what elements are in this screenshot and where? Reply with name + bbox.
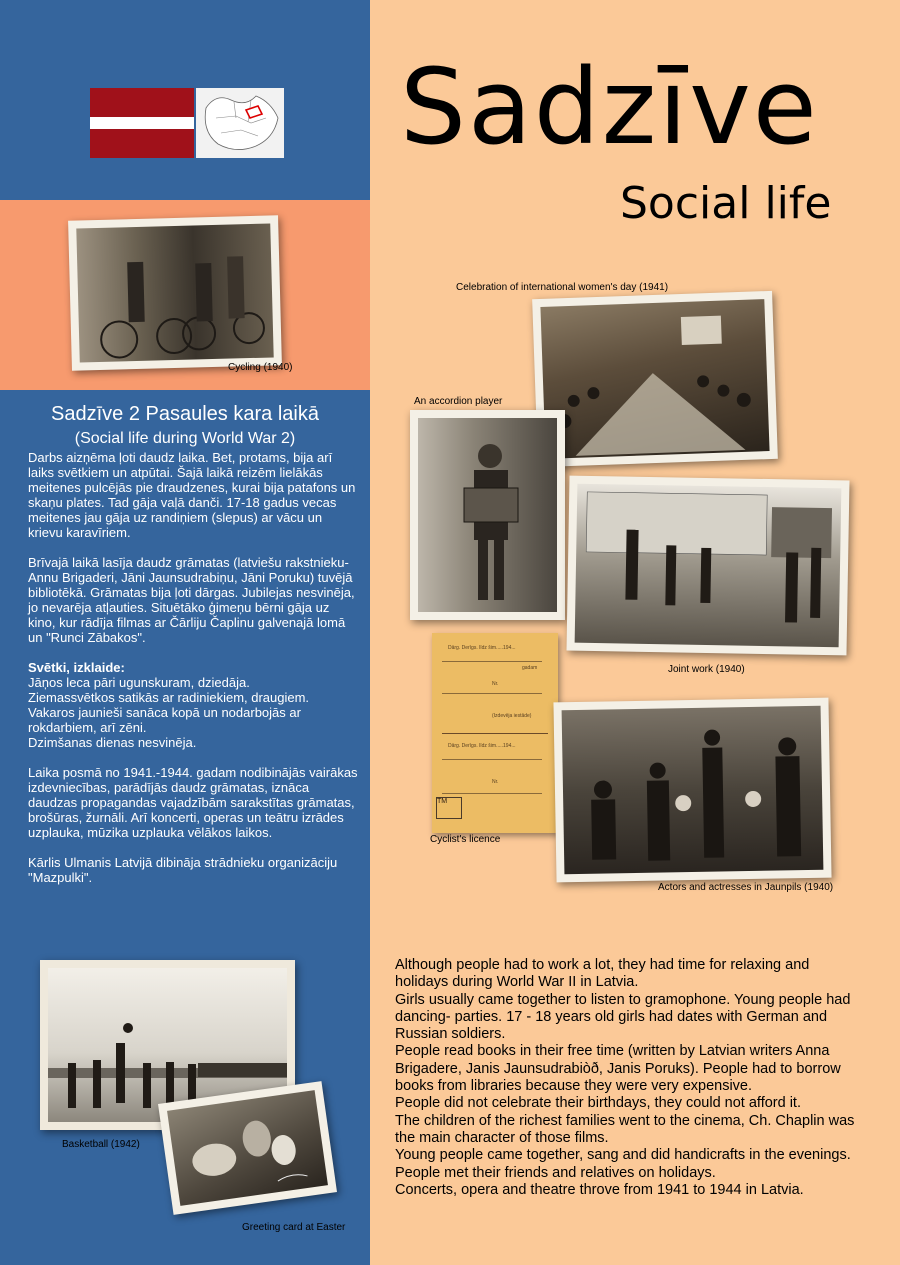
caption-joint-work: Joint work (1940) [668,664,745,675]
caption-easter: Greeting card at Easter [242,1222,346,1233]
lv-holiday-line-4: Dzimšanas dienas nesvinēja. [28,735,197,750]
caption-basketball: Basketball (1942) [62,1139,140,1150]
en-line-4: People did not celebrate their birthdays, they could not afford it. [395,1095,801,1112]
en-line-3: People read books in their free time (written by Latvian writers Anna Brigadere, Janis Jaunsudrabiòð, Janis Poruks). People had to borrow books from libraries because they were very expensive. [395,1043,841,1095]
caption-licence: Cyclist's licence [430,834,501,845]
lv-paragraph-1: Darbs aizņēma ļoti daudz laika. Bet, protams, bija arī laiks svētkiem un atpūtai. Šajā laikā reizēm lielākās meitenes pulcējās pie draudzenes, kurai bija patafons un skaņu plates. Tad gāja vaļā danči. 17-18 gadus vecas meitenes jau gāja uz randiņiem (slepus) ar vācu un krievu karavīriem. [28,450,356,540]
en-line-7: Concerts, opera and theatre throve from 1941 to 1944 in Latvia. [395,1181,804,1198]
licence-text-line2: gadam [522,665,538,671]
lv-holiday-heading: Svētki, izklaide: [28,660,125,675]
lv-paragraph-3: Laika posmā no 1941.-1944. gadam nodibinājās vairākas izdevniecības, parādījās daudz grāmatas, iznāca daudzas propagandas vajadzībām sarakstītas grāmatas, brošūras, žurnāli. Arī koncerti, operas un teātru izrādes uzplauka, mūzika uzplauka vēlākos laikos. [28,765,358,840]
easter-card-photo [158,1081,337,1215]
cycling-photo [68,215,282,370]
caption-cycling: Cycling (1940) [228,362,293,373]
actors-photo [553,698,831,883]
en-line-2: Girls usually came together to listen to gramophone. Young people had dancing- parties. 17 - 18 years old girls had dates with German and Russian soldiers. [395,991,851,1043]
licence-text-sig: (Izdevēja iestāde) [492,713,532,719]
europe-map-icon [196,88,284,158]
caption-actors: Actors and actresses in Jaunpils (1940) [658,882,834,893]
caption-accordion: An accordion player [414,396,503,407]
page-title: Sadzīve [400,46,819,168]
licence-text-nr-b: Nr. [492,779,499,785]
licence-text-nr: Nr. [492,681,499,687]
womens-day-photo [532,291,778,467]
latvian-flag [90,88,194,158]
english-text-block [395,957,865,1199]
en-line-6: Young people came together, sang and did handicrafts in the evenings. People met their friends and relatives on holidays. [395,1147,851,1181]
lv-paragraph-2: Brīvajā laikā lasīja daudz grāmatas (latviešu rakstnieku- Annu Brigaderi, Jāni Jaunsudrabiņu, Jāni Poruku) tuvējā bibliotēkā. Grāmatas bija ļoti dārgas. Jubilejas nesvinēja, jo nevarēja atļauties. Situētāko ģimeņu bērni gāja uz kino, kur rādīja filmas ar Čārliju Čaplinu galvenajā lomā un "Runci Zābakos". [28,555,355,645]
cyclist-licence-card [432,633,558,833]
lv-paragraph-4: Kārlis Ulmanis Latvijā dibināja strādnieku organizāciju "Mazpulki". [28,855,338,885]
en-line-5: The children of the richest families went to the cinema, Ch. Chaplin was the main character of those films. [395,1112,855,1146]
latvian-text-block [28,450,358,900]
heading-latvian: Sadzīve 2 Pasaules kara laikā [51,403,319,425]
heading-english: (Social life during World War 2) [74,430,296,447]
caption-womens-day: Celebration of international women's day (1941) [456,282,669,293]
lv-holiday-line-2: Ziemassvētkos satikās ar radiniekiem, draugiem. [28,690,310,705]
accordion-photo [410,410,565,620]
licence-stamp: TM [436,797,462,819]
lv-holiday-line-3: Vakaros jaunieši sanāca kopā un nodarbojās ar rokdarbiem, arī zēni. [28,705,301,735]
en-line-1: Although people had to work a lot, they had time for relaxing and holidays during World War II in Latvia. [395,957,810,991]
joint-work-photo [566,476,849,656]
licence-text-line1: Dārg. Derīgs. līdz šim.....194... [448,645,516,651]
page-subtitle: Social life [620,178,832,229]
lv-holiday-line-1: Jāņos leca pāri ugunskuram, dziedāja. [28,675,250,690]
licence-text-line1b: Dārg. Derīgs. līdz šim.....194... [448,743,516,749]
